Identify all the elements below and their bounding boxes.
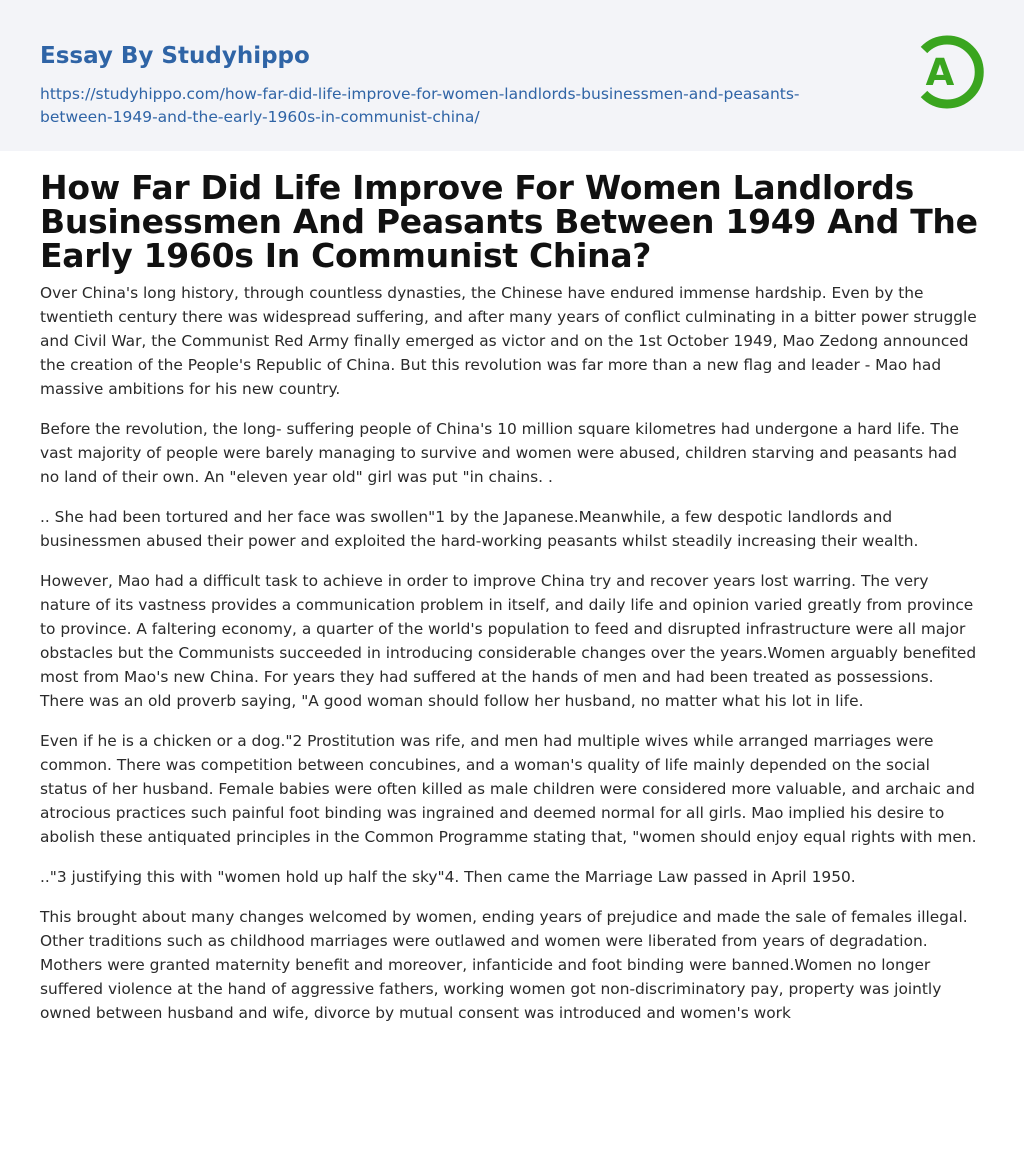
paragraph: .."3 justifying this with "women hold up half the sky"4. Then came the Marriage Law passed in April 1950. bbox=[40, 868, 856, 886]
essay-body bbox=[40, 281, 980, 1025]
paragraph: This brought about many changes welcomed by women, ending years of prejudice and made the sale of females illegal. Other traditions such as childhood marriages were outlawed and women were liberated from years of degradation. Mothers were granted maternity benefit and moreover, infanticide and foot binding were banned.Women no longer suffered violence at the hand of aggressive fathers, working women got non-discriminatory pay, property was jointly owned between husband and wife, divorce by mutual consent was introduced and women's work bbox=[40, 908, 968, 1022]
paragraph: However, Mao had a difficult task to achieve in order to improve China try and recover years lost warring. The very nature of its vastness provides a communication problem in itself, and daily life and opinion varied greatly from province to province. A faltering economy, a quarter of the world's population to feed and disrupted infrastructure were all major obstacles but the Communists succeeded in introducing considerable changes over the years.Women arguably benefited most from Mao's new China. For years they had suffered at the hands of men and had been treated as possessions. There was an old proverb saying, "A good woman should follow her husband, no matter what his lot in life. bbox=[40, 572, 977, 710]
paragraph: Over China's long history, through countless dynasties, the Chinese have endured immense hardship. Even by the twentieth century there was widespread suffering, and after many years of conflict culminating in a bitter power struggle and Civil War, the Communist Red Army finally emerged as victor and on the 1st October 1949, Mao Zedong announced the creation of the People's Republic of China. But this revolution was far more than a new flag and leader - Mao had massive ambitions for his new country. bbox=[40, 284, 977, 398]
paragraph: Even if he is a chicken or a dog."2 Prostitution was rife, and men had multiple wives while arranged marriages were common. There was competition between concubines, and a woman's quality of life mainly depended on the social status of her husband. Female babies were often killed as male children were considered more valuable, and archaic and atrocious practices such painful foot binding was ingrained and deemed normal for all girls. Mao implied his desire to abolish these antiquated principles in the Common Programme stating that, "women should enjoy equal rights with men. bbox=[40, 732, 977, 846]
source-url-link[interactable]: https://studyhippo.com/how-far-did-life-improve-for-women-landlords-businessmen-and-peasants-between-1949-and-the-early-1960s-in-communist-china/ bbox=[40, 85, 800, 126]
studyhippo-logo-icon[interactable] bbox=[912, 29, 986, 115]
brand-title: Essay By Studyhippo bbox=[40, 43, 310, 69]
essay-title: How Far Did Life Improve For Women Landlords Businessmen And Peasants Between 1949 And The Early 1960s In Communist China? bbox=[40, 168, 978, 275]
logo-letter: A bbox=[925, 51, 955, 94]
paragraph: Before the revolution, the long- suffering people of China's 10 million square kilometres had undergone a hard life. The vast majority of people were barely managing to survive and women were abused, children starving and peasants had no land of their own. An "eleven year old" girl was put "in chains. . bbox=[40, 420, 959, 486]
paragraph: .. She had been tortured and her face was swollen"1 by the Japanese.Meanwhile, a few despotic landlords and businessmen abused their power and exploited the hard-working peasants whilst steadily increasing their wealth. bbox=[40, 508, 919, 550]
header bbox=[0, 0, 1024, 151]
